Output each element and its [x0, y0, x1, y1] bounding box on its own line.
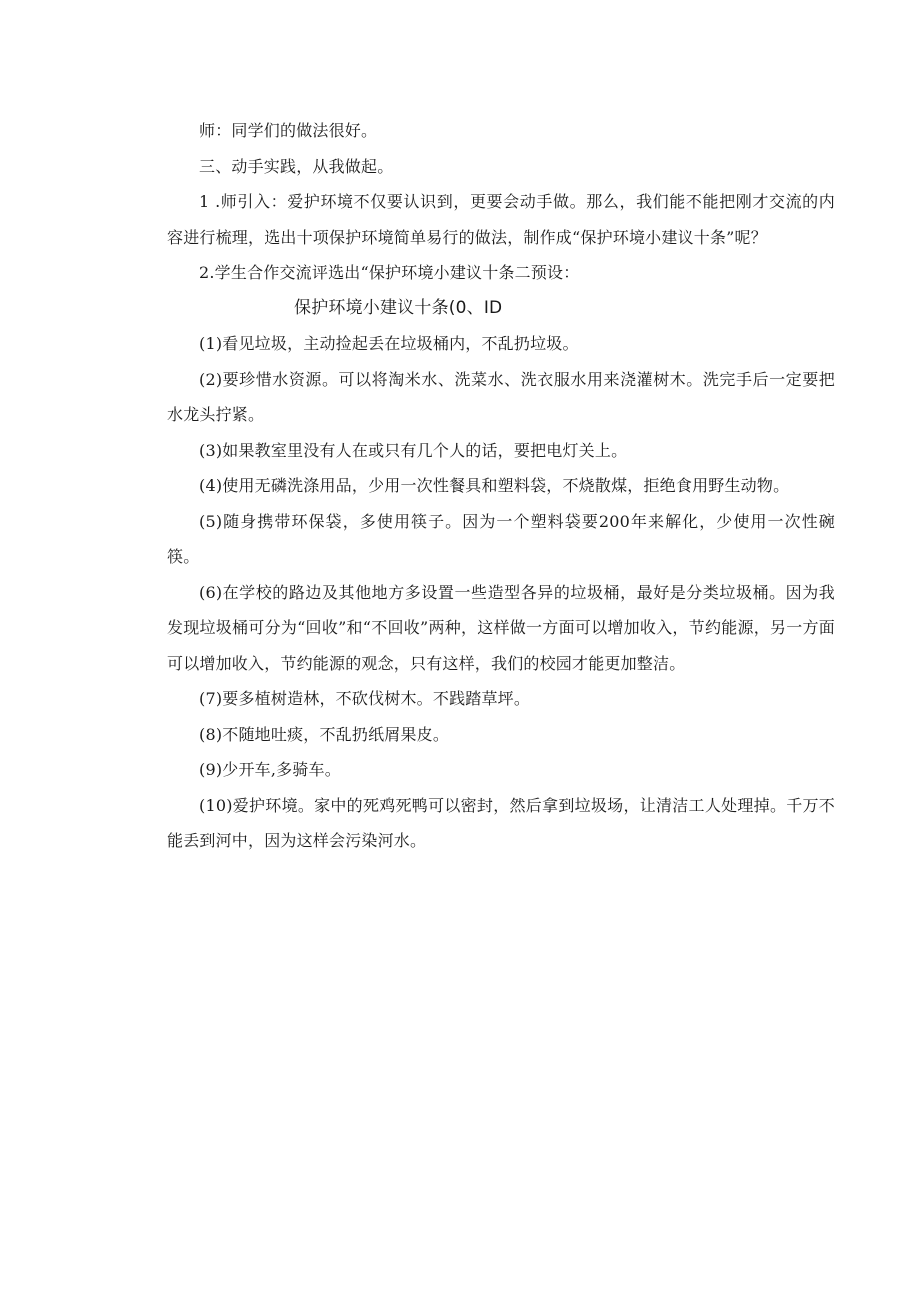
list-item: (8)不随地吐痰，不乱扔纸屑果皮。: [199, 724, 450, 744]
list-item: (9)少开车,多骑车。: [199, 760, 341, 779]
list-item: (4)使用无磷洗涤用品，少用一次性餐具和塑料袋，不烧散煤，拒绝食用野生动物。: [199, 476, 790, 495]
document-body: [167, 113, 835, 859]
list-item: (6)在学校的路边及其他地方多设置一些造型各异的垃圾桶，最好是分类垃圾桶。因为我发现垃圾桶可分为“回收”和“不回收”两种，这样做一方面可以增加收入，节约能源，另一方面可以增加收入，节约能源的观念，只有这样，我们的校园才能更加整洁。: [167, 582, 835, 673]
section-heading: 三、动手实践，从我做起。: [199, 156, 394, 176]
step-2-paragraph: 2.学生合作交流评选出“保护环境小建议十条二预设：: [199, 263, 580, 282]
list-item: (2)要珍惜水资源。可以将淘米水、洗菜水、洗衣服水用来浇灌树木。洗完手后一定要把水龙头拧紧。: [167, 369, 835, 424]
list-item: (3)如果教室里没有人在或只有几个人的话，要把电灯关上。: [199, 440, 628, 460]
list-title: 保护环境小建议十条(0、ID: [294, 297, 503, 318]
list-item: (7)要多植树造林，不砍伐树木。不践踏草坪。: [199, 689, 531, 708]
teacher-remark: 师：同学们的做法很好。: [199, 121, 378, 140]
list-item: (5)随身携带环保袋，多使用筷子。因为一个塑料袋要200年来解化，少使用一次性碗筷。: [167, 511, 835, 566]
list-item: (10)爱护环境。家中的死鸡死鸭可以密封，然后拿到垃圾场，让清洁工人处理掉。千万不能丢到河中，因为这样会污染河水。: [167, 795, 835, 850]
list-item: (1)看见垃圾，主动捡起丢在垃圾桶内，不乱扔垃圾。: [199, 334, 579, 353]
step-1-paragraph: 1 .师引入：爱护环境不仅要认识到，更要会动手做。那么，我们能不能把刚才交流的内容进行梳理，选出十项保护环境简单易行的做法，制作成“保护环境小建议十条”呢？: [167, 192, 835, 247]
